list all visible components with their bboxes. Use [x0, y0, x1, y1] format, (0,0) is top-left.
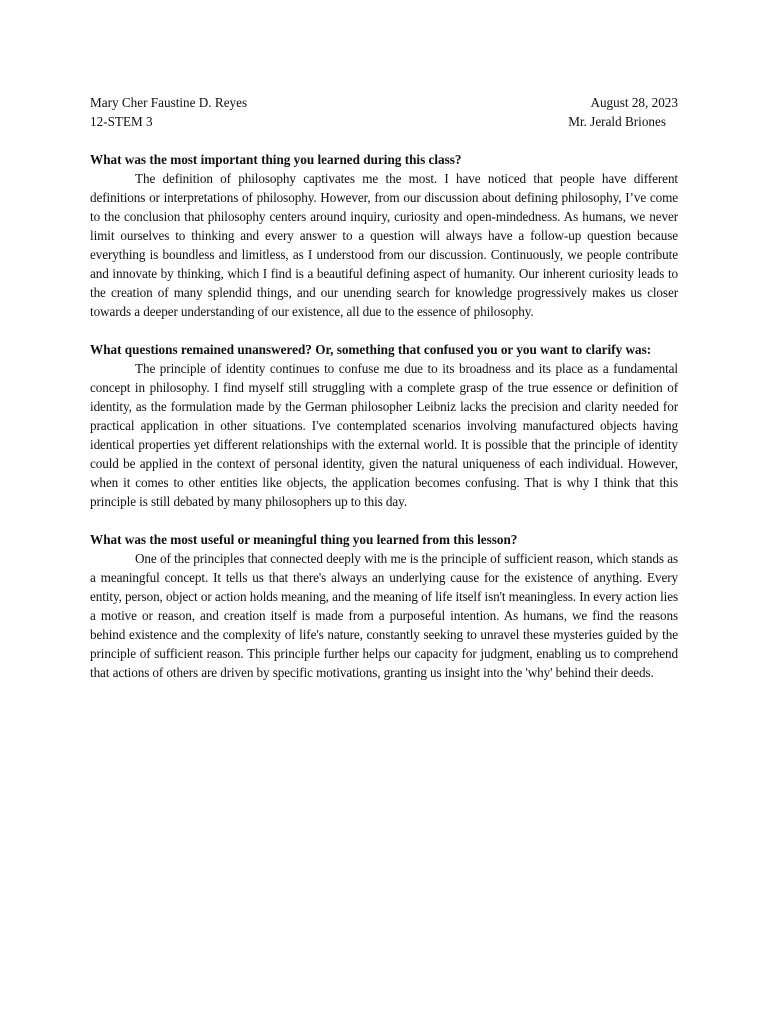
student-name: Mary Cher Faustine D. Reyes: [90, 95, 248, 110]
section-1: [90, 150, 678, 321]
header-row-1: [90, 93, 678, 112]
answer-1: The definition of philosophy captivates me the most. I have noticed that people have different definitions or interpretations of philosophy. However, from our discussion about defining philosophy, I’ve come to the conclusion that philosophy centers around inquiry, curiosity and open-mindedness. As humans, we never limit ourselves to thinking and every answer to a question will always have a follow-up question because everything is boundless and limitless, as I understood from our discussion. Continuously, we people contribute and innovate by thinking, which I find is a beautiful defining aspect of humanity. Our inherent curiosity leads to the creation of many splendid things, and our unending search for knowledge progressively makes us closer towards a deeper understanding of our existence, all due to the essence of philosophy.: [90, 171, 678, 319]
question-3: What was the most useful or meaningful thing you learned from this lesson?: [90, 532, 518, 547]
answer-3: One of the principles that connected deeply with me is the principle of sufficient reason, which stands as a meaningful concept. It tells us that there's always an underlying cause for the existence of anything. Every entity, person, object or action holds meaning, and the meaning of life itself isn't meaningless. In every action lies a motive or reason, and creation itself is made from a purposeful intention. As humans, we find the reasons behind existence and the complexity of life's nature, constantly seeking to unravel these mysteries guided by the principle of sufficient reason. This principle further helps our capacity for judgment, enabling us to comprehend that actions of others are driven by specific motivations, granting us insight into the 'why' behind their deeds.: [90, 551, 678, 680]
question-1: What was the most important thing you learned during this class?: [90, 152, 462, 167]
document-page: [90, 93, 678, 682]
teacher-name: Mr. Jerald Briones: [568, 114, 666, 129]
question-2: What questions remained unanswered? Or, something that confused you or you want to clarify was:: [90, 342, 652, 357]
section-3: [90, 530, 678, 682]
date: August 28, 2023: [590, 95, 678, 110]
class-section: 12-STEM 3: [90, 114, 153, 129]
document-header: [90, 93, 678, 131]
header-row-2: [90, 112, 678, 131]
answer-2: The principle of identity continues to confuse me due to its broadness and its place as a fundamental concept in philosophy. I find myself still struggling with a complete grasp of the true essence or definition of identity, as the formulation made by the German philosopher Leibniz lacks the precision and clarity needed for practical application in other situations. I've contemplated scenarios involving manufactured objects having identical properties yet different relationships with the external world. It is possible that the principle of identity could be applied in the context of personal identity, given the natural uniqueness of each individual. However, when it comes to other entities like objects, the application becomes confusing. That is why I think that this principle is still debated by many philosophers up to this day.: [90, 361, 678, 509]
section-2: [90, 340, 678, 511]
